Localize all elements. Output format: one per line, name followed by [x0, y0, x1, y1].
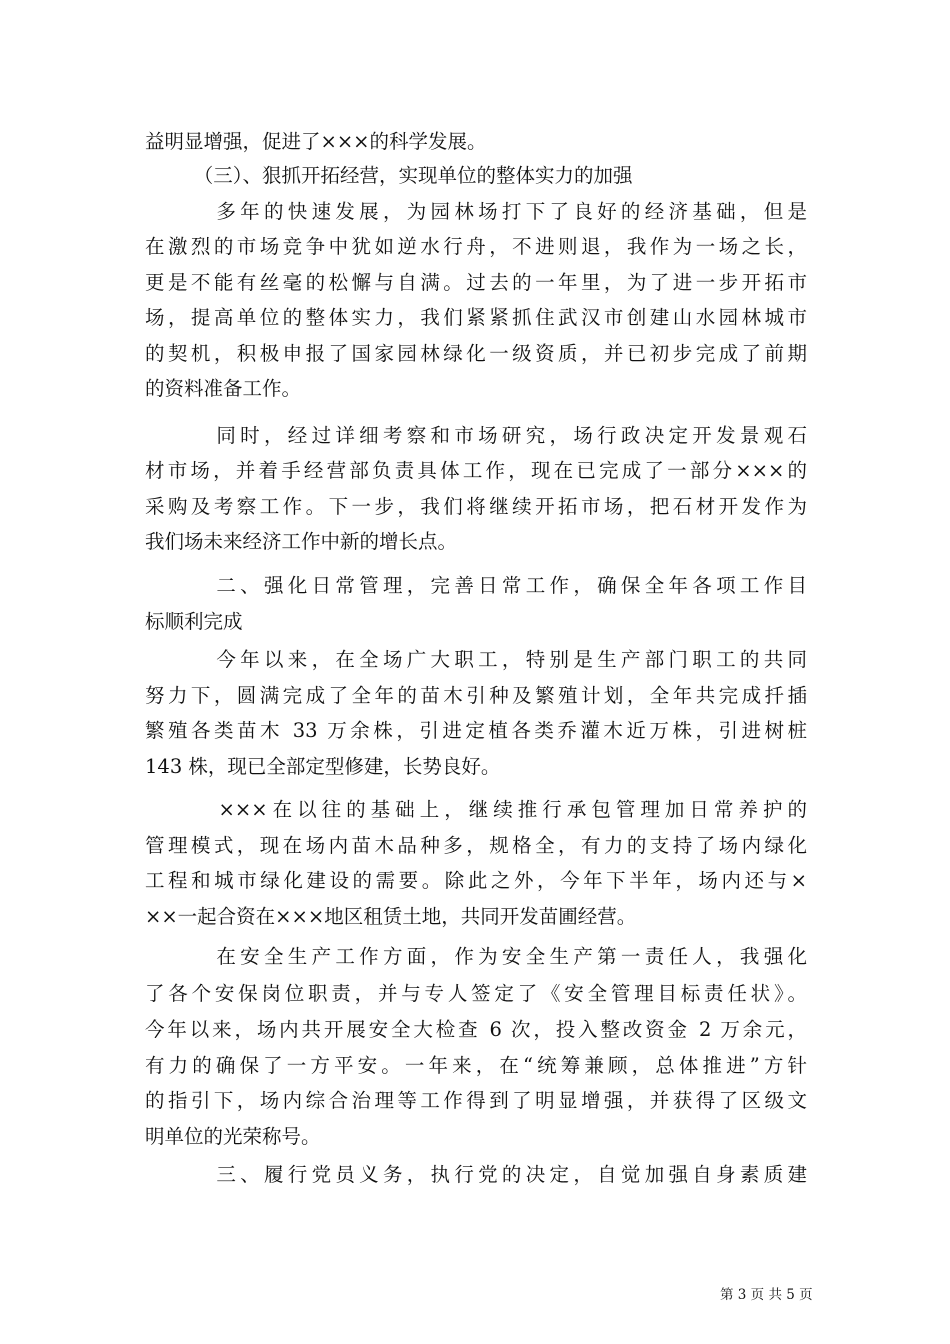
text-line: 的资料准备工作。 [145, 377, 302, 400]
text-line: 管理模式，现在场内苗木品种多，规格全，有力的支持了场内绿化 [145, 834, 807, 857]
text-line: ××一起合资在×××地区租赁土地，共同开发苗圃经营。 [145, 905, 637, 928]
text-line: 明单位的光荣称号。 [145, 1125, 321, 1148]
text-line: 多年的快速发展，为园林场打下了良好的经济基础，但是 [145, 200, 807, 223]
text-line: 努力下，圆满完成了全年的苗木引种及繁殖计划，全年共完成扦插 [145, 684, 807, 707]
text-line: 有力的确保了一方平安。一年来，在“统筹兼顾，总体推进”方针 [145, 1054, 807, 1077]
text-line: 我们场未来经济工作中新的增长点。 [145, 530, 458, 553]
text-line: 了各个安保岗位职责，并与专人签定了《安全管理目标责任状》。 [145, 982, 807, 1005]
section-heading: （三）、狠抓开拓经营，实现单位的整体实力的加强 [145, 164, 633, 187]
text-line: ×××在以往的基础上，继续推行承包管理加日常养护的 [145, 798, 807, 821]
text-line: 场，提高单位的整体实力，我们紧紧抓住武汉市创建山水园林城市 [145, 306, 807, 329]
text-line: 材市场，并着手经营部负责具体工作，现在已完成了一部分×××的 [145, 459, 807, 482]
section-heading: 三、履行党员义务，执行党的决定，自觉加强自身素质建 [145, 1163, 807, 1186]
text-line: 采购及考察工作。下一步，我们将继续开拓市场，把石材开发作为 [145, 495, 807, 518]
text-line: 的指引下，场内综合治理等工作得到了明显增强，并获得了区级文 [145, 1089, 807, 1112]
text-line: 繁殖各类苗木 33 万余株，引进定植各类乔灌木近万株，引进树桩 [145, 719, 807, 742]
text-line: 在安全生产工作方面，作为安全生产第一责任人，我强化 [145, 945, 807, 968]
section-heading: 二、强化日常管理，完善日常工作，确保全年各项工作目 [145, 574, 807, 597]
text-line: 同时，经过详细考察和市场研究，场行政决定开发景观石 [145, 424, 807, 447]
text-line: 今年以来，场内共开展安全大检查 6 次，投入整改资金 2 万余元， [145, 1018, 807, 1041]
text-line: 143 株，现已全部定型修建，长势良好。 [145, 755, 501, 778]
text-line: 益明显增强，促进了×××的科学发展。 [145, 130, 487, 153]
text-line: 工程和城市绿化建设的需要。除此之外，今年下半年，场内还与× [145, 869, 807, 892]
text-line: 更是不能有丝毫的松懈与自满。过去的一年里，为了进一步开拓市 [145, 271, 807, 294]
text-line: 在激烈的市场竞争中犹如逆水行舟，不进则退，我作为一场之长， [145, 235, 807, 258]
text-line: 的契机，积极申报了国家园林绿化一级资质，并已初步完成了前期 [145, 342, 807, 365]
text-line: 今年以来，在全场广大职工，特别是生产部门职工的共同 [145, 648, 807, 671]
section-heading: 标顺利完成 [145, 610, 243, 633]
page-number: 第 3 页 共 5 页 [720, 1287, 813, 1303]
